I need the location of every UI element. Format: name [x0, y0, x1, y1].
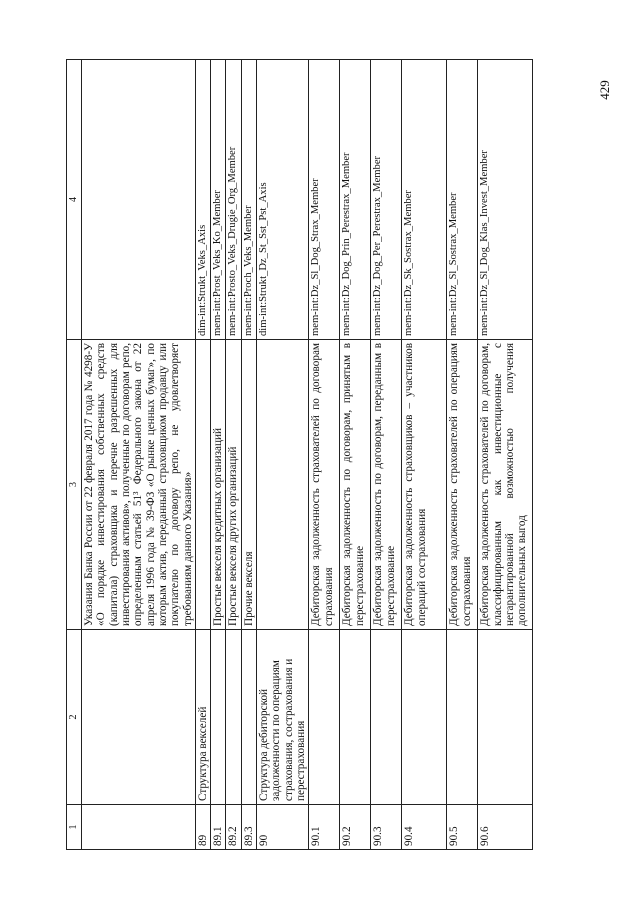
row-number: 89.2: [226, 805, 241, 850]
header-col-1: 1: [67, 805, 82, 850]
page-number: 429: [597, 80, 612, 100]
row-description: Простые векселя кредитных организаций: [211, 340, 226, 630]
row-tag: mem-int:Proch_Veks_Member: [241, 60, 256, 340]
row-description: [195, 340, 210, 630]
row-number: 90.2: [340, 805, 371, 850]
row-description: Дебиторская задолженность страхователей по договорам, классифицированным как инвестиционные с негарантированной возможностью получения дополнительных выгод: [478, 340, 533, 630]
row-tag: mem-int:Prosto_Veks_Drugie_Org_Member: [226, 60, 241, 340]
row-number: 89.3: [241, 805, 256, 850]
row-tag: mem-int:Prost_Veks_Ko_Member: [211, 60, 226, 340]
table-row: [402, 60, 447, 850]
row-description: [257, 340, 309, 630]
table-row: [211, 60, 226, 850]
table-row: [340, 60, 371, 850]
table-row: [195, 60, 210, 850]
table-row: [226, 60, 241, 850]
row-tag: dim-int:Strukt_Veks_Axis: [195, 60, 210, 340]
row-description: Указания Банка России от 22 февраля 2017 года № 4298-У «О порядке инвестирования собственных средств (капитала) страховщика и перечне разрешенных для инвестирования активов», полученные по договорам репо, определенным статьей 51³ Федерального закона от 22 апреля 1996 года № 39-ФЗ «О рынке ценных бумаг», по которым актив, переданный страховщиком продавцу или покупателю по договору репо, не удовлетворяет требованиям данного Указания»: [82, 340, 196, 630]
row-description: Дебиторская задолженность страховщиков – участников операций сострахования: [402, 340, 447, 630]
row-name: [447, 630, 478, 805]
row-number: 89: [195, 805, 210, 850]
row-name: [211, 630, 226, 805]
row-name: [309, 630, 340, 805]
row-tag: mem-int:Dz_Sk_Sostrax_Member: [402, 60, 447, 340]
row-name: [402, 630, 447, 805]
row-name: [241, 630, 256, 805]
row-name: [371, 630, 402, 805]
data-table: [66, 59, 533, 850]
row-tag: mem-int:Dz_Dog_Prin_Perestrax_Member: [340, 60, 371, 340]
row-number: 89.1: [211, 805, 226, 850]
row-number: 90: [257, 805, 309, 850]
header-col-2: 2: [67, 630, 82, 805]
table-row: [478, 60, 533, 850]
table-row: [371, 60, 402, 850]
row-name: Структура векселей: [195, 630, 210, 805]
row-number: 90.3: [371, 805, 402, 850]
row-tag: mem-int:Dz_Sl_Sostrax_Member: [447, 60, 478, 340]
row-name: [226, 630, 241, 805]
table-row: [309, 60, 340, 850]
table-row: [241, 60, 256, 850]
table-row: [82, 60, 196, 850]
row-number: 90.6: [478, 805, 533, 850]
row-tag: [82, 60, 196, 340]
row-number: [82, 805, 196, 850]
row-number: 90.5: [447, 805, 478, 850]
row-name: Структура дебиторской задолженности по операциям страхования, сострахования и перестрахования: [257, 630, 309, 805]
row-description: Дебиторская задолженность по договорам, переданным в перестрахование: [371, 340, 402, 630]
header-col-3: 3: [67, 340, 82, 630]
row-tag: dim-int:Strukt_Dz_St_Sst_Pst_Axis: [257, 60, 309, 340]
table-row: [447, 60, 478, 850]
row-description: Прочие векселя: [241, 340, 256, 630]
header-col-4: 4: [67, 60, 82, 340]
row-tag: mem-int:Dz_Sl_Dog_Klas_Invest_Member: [478, 60, 533, 340]
row-description: Дебиторская задолженность по договорам, принятым в перестрахование: [340, 340, 371, 630]
row-name: [340, 630, 371, 805]
row-number: 90.4: [402, 805, 447, 850]
table-header-row: [67, 60, 82, 850]
table-row: [257, 60, 309, 850]
row-tag: mem-int:Dz_Dog_Per_Perestrax_Member: [371, 60, 402, 340]
row-description: Дебиторская задолженность страхователей по договорам страхования: [309, 340, 340, 630]
row-name: [478, 630, 533, 805]
row-name: [82, 630, 196, 805]
row-number: 90.1: [309, 805, 340, 850]
row-tag: mem-int:Dz_Sl_Dog_Strax_Member: [309, 60, 340, 340]
row-description: Дебиторская задолженность страхователей по операциям сострахования: [447, 340, 478, 630]
row-description: Простые векселя других организаций: [226, 340, 241, 630]
rotated-table-page: [66, 60, 586, 850]
